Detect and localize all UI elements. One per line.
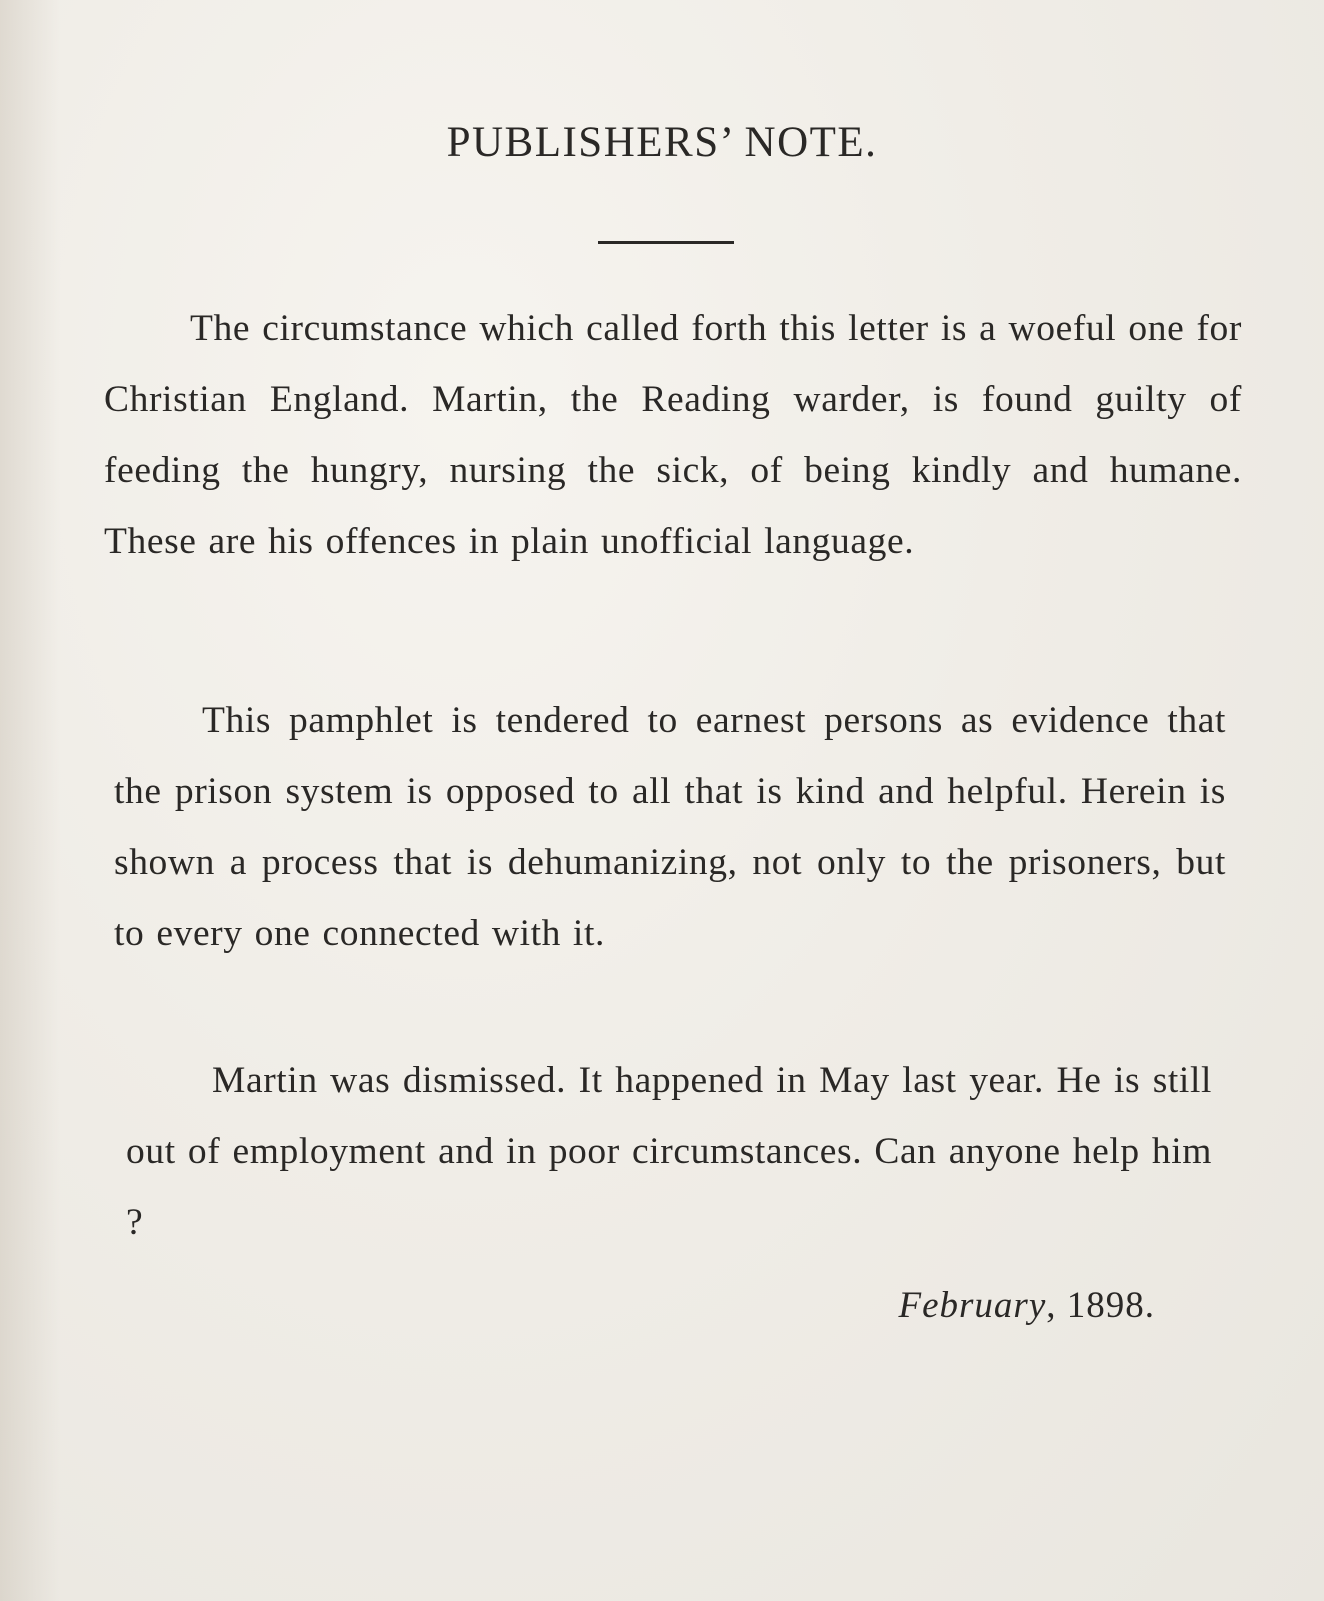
title-rule: [598, 241, 734, 244]
paragraph-1: The circumstance which called forth this letter is a woeful one for Christian England. Martin, the Reading warder, is found guilty of feeding the hungry, nursing the sick, of being kindly and humane. These are his offences in plain unofficial language.: [104, 308, 1242, 562]
dateline-month: February: [898, 1285, 1047, 1326]
paragraph-3: Martin was dismissed. It happened in May last year. He is still out of employment and in poor circumstances. Can anyone help him ?: [126, 1060, 1212, 1243]
page-title: PUBLISHERS’ NOTE.: [446, 119, 878, 166]
dateline-year: , 1898.: [1046, 1285, 1155, 1326]
dateline: [780, 1284, 1155, 1327]
paragraph-2: This pamphlet is tendered to earnest persons as evidence that the prison system is opposed to all that is kind and helpful. Herein is shown a process that is dehumanizing, not only to the prisoners, but to every one connected with it.: [114, 700, 1226, 954]
